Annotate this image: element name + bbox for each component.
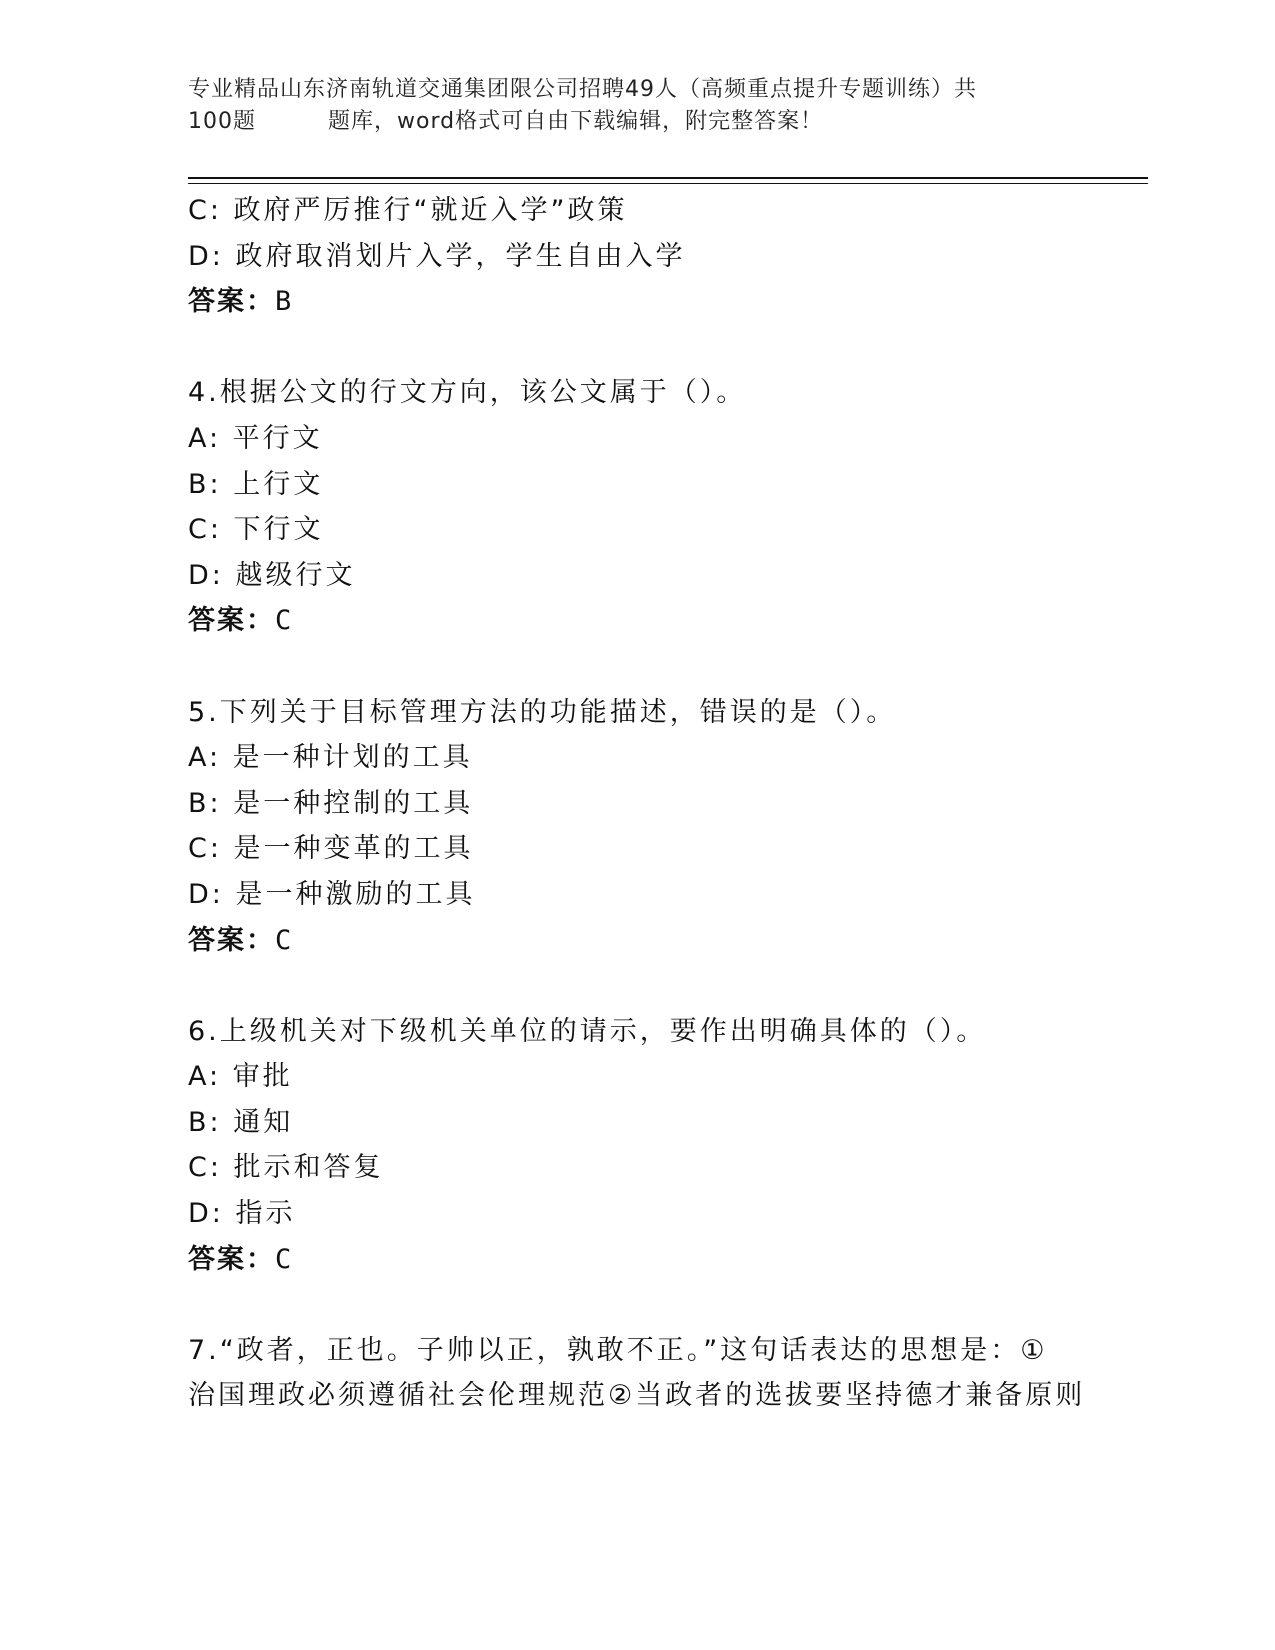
q4-option-a: A: 平行文 [188,422,323,454]
q6-option-d: D: 指示 [188,1198,296,1230]
q4-option-b: B: 上行文 [188,468,324,500]
q6-option-a: A: 审批 [188,1061,293,1093]
q4-stem: 4.根据公文的行文方向，该公文属于（）。 [188,377,747,409]
q5-answer-value: C [275,924,294,956]
q6-stem: 6.上级机关对下级机关单位的请示，要作出明确具体的（）。 [188,1015,987,1047]
header-line-2 [188,106,1088,138]
question-list [188,188,1088,1419]
q6-answer [188,1237,1088,1283]
q6-option-b: B: 通知 [188,1106,294,1138]
q3-option-c: C: 政府严厉推行“就近入学”政策 [188,195,628,226]
q3-option-d: D: 政府取消划片入学，学生自由入学 [188,240,686,272]
q4-answer-label: 答案： [188,605,275,637]
q5-stem: 5.下列关于目标管理方法的功能描述，错误的是（）。 [188,696,897,728]
header-line-2-left: 100题 [188,109,256,134]
q4-answer [188,598,1088,644]
q5-option-d: D: 是一种激励的工具 [188,878,476,910]
header-line-2-right: 题库，word格式可自由下载编辑，附完整答案！ [328,109,824,134]
page-header [188,74,1088,138]
q5-option-a: A: 是一种计划的工具 [188,742,473,774]
header-rule-thin [188,183,1148,184]
q5-option-c: C: 是一种变革的工具 [188,833,474,865]
q5-option-b: B: 是一种控制的工具 [188,787,474,819]
q7-stem-line-1: 7.“政者，正也。子帅以正，孰敢不正。”这句话表达的思想是：① [188,1334,1048,1366]
q5-answer [188,918,1088,964]
q6-answer-label: 答案： [188,1243,275,1275]
q3-answer-label: 答案： [188,286,275,318]
q3-answer-value: B [275,286,294,318]
q4-answer-value: C [275,605,294,637]
header-line-1: 专业精品山东济南轨道交通集团限公司招聘49人（高频重点提升专题训练）共 [188,77,977,102]
q4-option-d: D: 越级行文 [188,559,356,591]
header-rule-thick [188,177,1148,179]
q6-answer-value: C [275,1243,294,1275]
q7-stem-line-2: 治国理政必须遵循社会伦理规范②当政者的选拔要坚持德才兼备原则 [188,1380,1086,1412]
q4-option-c: C: 下行文 [188,514,324,546]
q5-answer-label: 答案： [188,924,275,956]
q3-answer [188,279,1088,325]
q6-option-c: C: 批示和答复 [188,1152,384,1184]
